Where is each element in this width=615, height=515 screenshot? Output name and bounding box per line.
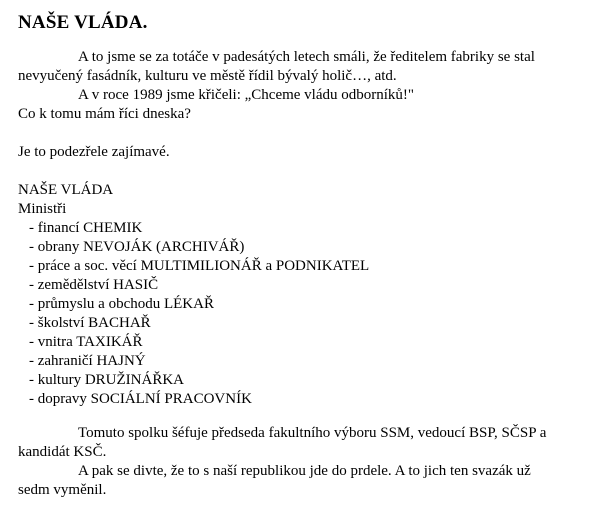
minister-item: - práce a soc. věcí MULTIMILIONÁŘ a PODNIKATEL [29,258,370,274]
minister-item: - dopravy SOCIÁLNÍ PRACOVNÍK [29,391,252,407]
intro-line-3: A v roce 1989 jsme křičeli: „Chceme vládu odborníků!" [78,87,415,103]
minister-item: - zahraničí HAJNÝ [29,353,146,369]
minister-item: - zemědělství HASIČ [29,277,159,293]
closing-line-3: A pak se divte, že to s naší republikou jde do prdele. A to jich ten svazák už [78,463,531,479]
closing-line-1: Tomuto spolku šéfuje předseda fakultního výboru SSM, vedoucí BSP, SČSP a [78,425,547,441]
government-subheading: Ministři [18,201,67,217]
document-title: NAŠE VLÁDA. [18,12,148,33]
intro-line-2: nevyučený fasádník, kulturu ve městě řídil bývalý holič…, atd. [18,68,397,84]
suspicious-line: Je to podezřele zajímavé. [18,144,170,160]
intro-line-4: Co k tomu mám říci dneska? [18,106,191,122]
minister-item: - školství BACHAŘ [29,315,151,331]
minister-item: - vnitra TAXIKÁŘ [29,334,143,350]
minister-item: - financí CHEMIK [29,220,143,236]
intro-line-1: A to jsme se za totáče v padesátých letech smáli, že ředitelem fabriky se stal [78,49,535,65]
government-list [18,181,369,409]
minister-item: - obrany NEVOJÁK (ARCHIVÁŘ) [29,239,245,255]
closing-line-2: kandidát KSČ. [18,444,107,460]
minister-item: - průmyslu a obchodu LÉKAŘ [29,296,214,312]
minister-item: - kultury DRUŽINÁŘKA [29,372,184,388]
government-heading: NAŠE VLÁDA [18,182,114,198]
closing-line-4: sedm vyměnil. [18,482,107,498]
